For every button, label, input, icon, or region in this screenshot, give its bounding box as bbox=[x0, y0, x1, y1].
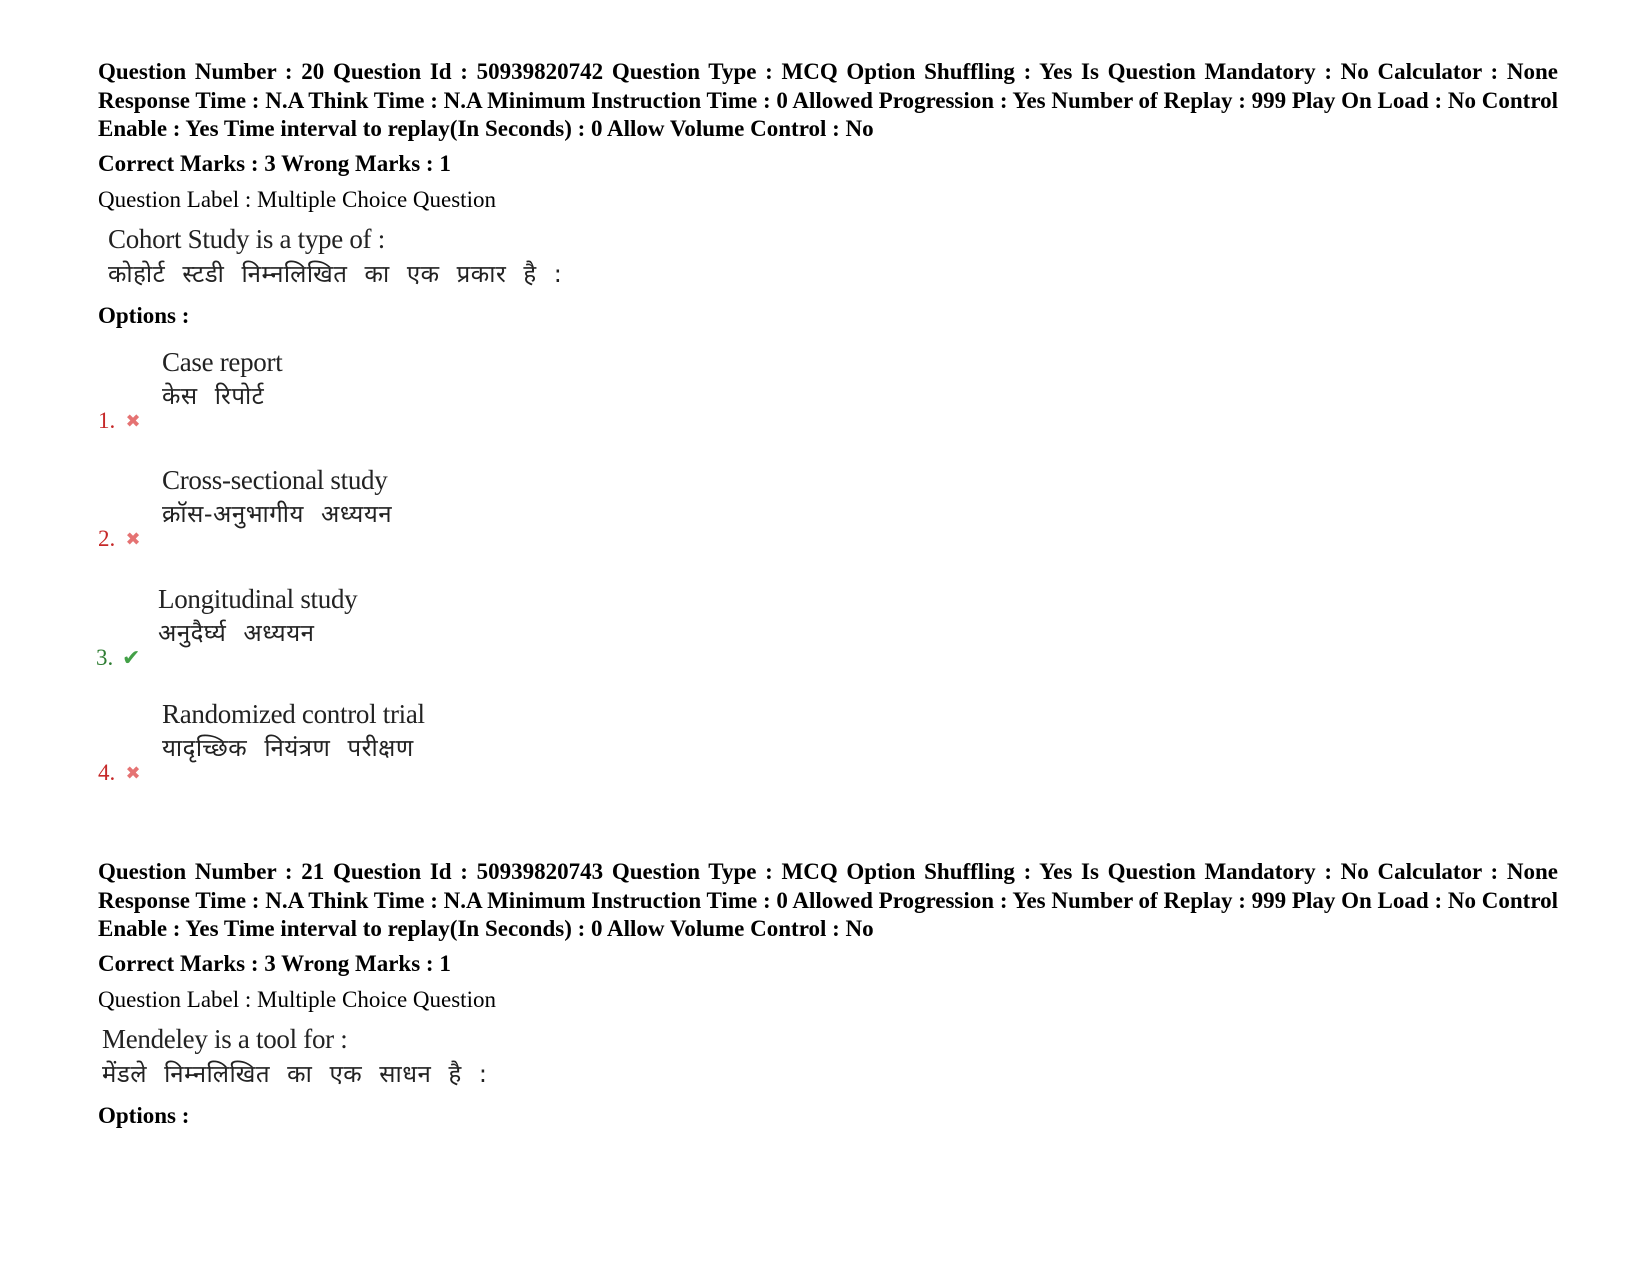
question-stem bbox=[102, 1022, 1558, 1092]
option-number: 3. bbox=[96, 645, 114, 670]
cross-icon: ✖ bbox=[125, 763, 141, 784]
question-meta: Question Number : 21 Question Id : 50939820743 Question Type : MCQ Option Shuffling : Yes Is Question Mandatory : No Calculator : None Response Time : N.A Think Time : N.A Minimum Instruction Time : 0 Allowed Progression : Yes Number of Replay : 999 Play On Load : No Control Enable : Yes Time interval to replay(In Seconds) : 0 Allow Volume Control : No bbox=[98, 859, 1558, 941]
question-stem-hindi: कोहोर्ट स्टडी निम्नलिखित का एक प्रकार है : bbox=[108, 259, 563, 288]
option-text-hindi: यादृच्छिक नियंत्रण परीक्षण bbox=[162, 734, 414, 762]
option-text-hindi: क्रॉस-अनुभागीय अध्ययन bbox=[162, 500, 393, 528]
question-meta: Question Number : 20 Question Id : 50939820742 Question Type : MCQ Option Shuffling : Yes Is Question Mandatory : No Calculator : None Response Time : N.A Think Time : N.A Minimum Instruction Time : 0 Allowed Progression : Yes Number of Replay : 999 Play On Load : No Control Enable : Yes Time interval to replay(In Seconds) : 0 Allow Volume Control : No bbox=[98, 59, 1558, 141]
option-4 bbox=[98, 697, 798, 787]
options-heading: Options : bbox=[98, 1102, 190, 1128]
option-text bbox=[162, 345, 282, 413]
option-text bbox=[162, 697, 425, 765]
question-stem-hindi: मेंडले निम्नलिखित का एक साधन है : bbox=[102, 1059, 488, 1088]
option-1 bbox=[98, 345, 798, 435]
option-text-english: Cross-sectional study bbox=[162, 465, 388, 495]
question-marks: Correct Marks : 3 Wrong Marks : 1 bbox=[98, 150, 451, 176]
option-text-english: Longitudinal study bbox=[158, 584, 358, 614]
question-stem bbox=[108, 222, 1558, 292]
question-stem-english: Mendeley is a tool for : bbox=[102, 1023, 348, 1054]
option-number: 4. bbox=[98, 760, 116, 785]
option-text bbox=[158, 582, 357, 650]
question-marks: Correct Marks : 3 Wrong Marks : 1 bbox=[98, 950, 451, 976]
question-label: Question Label : Multiple Choice Question bbox=[98, 186, 496, 212]
option-text-english: Case report bbox=[162, 347, 283, 377]
option-text-hindi: अनुदैर्घ्य अध्ययन bbox=[158, 619, 315, 647]
option-3 bbox=[96, 582, 796, 672]
options-heading: Options : bbox=[98, 302, 190, 328]
option-number: 2. bbox=[98, 526, 116, 551]
question-20 bbox=[98, 58, 1558, 330]
question-label: Question Label : Multiple Choice Question bbox=[98, 986, 496, 1012]
option-2 bbox=[98, 463, 798, 553]
option-text bbox=[162, 463, 392, 531]
cross-icon: ✖ bbox=[125, 529, 141, 550]
question-stem-english: Cohort Study is a type of : bbox=[108, 223, 385, 254]
option-text-english: Randomized control trial bbox=[162, 699, 425, 729]
checkmark-icon: ✔ bbox=[122, 646, 141, 671]
cross-icon: ✖ bbox=[125, 411, 141, 432]
option-text-hindi: केस रिपोर्ट bbox=[162, 382, 265, 410]
option-number: 1. bbox=[98, 408, 116, 433]
question-21 bbox=[98, 858, 1558, 1130]
